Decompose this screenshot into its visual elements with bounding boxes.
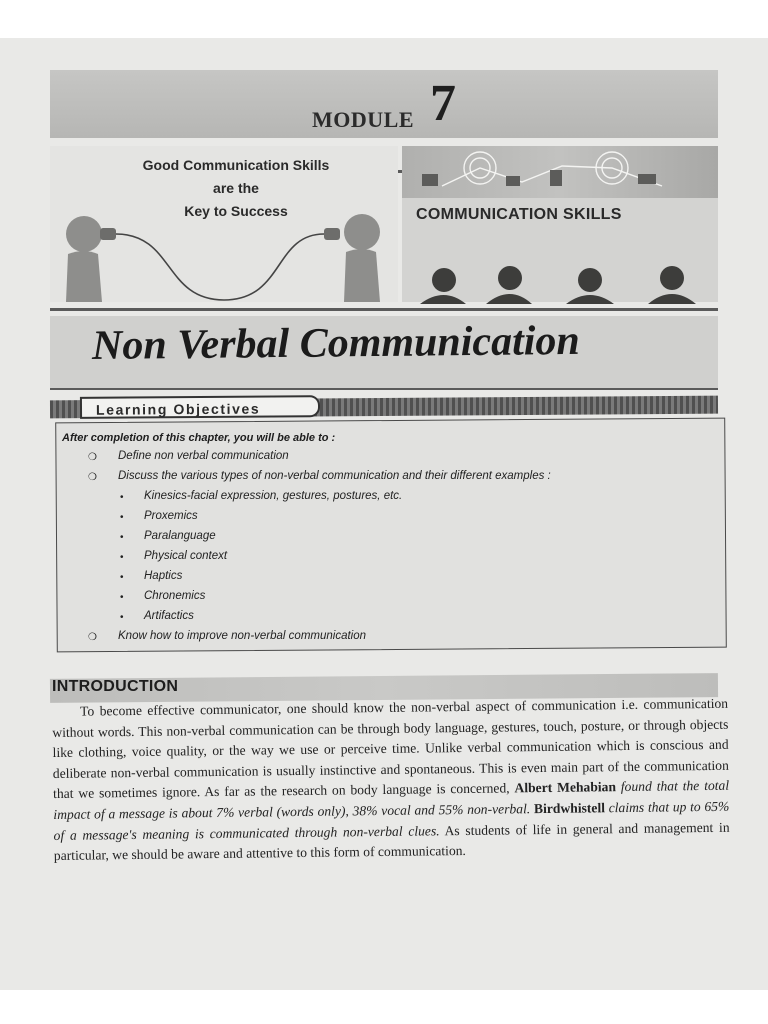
objective-sub-item: Paralanguage xyxy=(144,530,216,542)
bullet-icon: • xyxy=(120,612,124,623)
circle-bullet-icon: ❍ xyxy=(88,632,97,643)
objective-item: Define non verbal communication xyxy=(118,450,289,462)
objective-sub-item: Kinesics-facial expression, gestures, postures, etc. xyxy=(144,490,403,502)
bullet-icon: • xyxy=(120,572,124,583)
learning-objectives-heading: Learning Objectives xyxy=(80,395,320,419)
author-name: Albert Mehabian xyxy=(514,779,617,796)
paragraph-italic-text: found that the total impact of a message is about 7% verbal (words only), 38% vocal and 55% non-verbal. xyxy=(53,778,730,822)
objective-item: Know how to improve non-verbal communication xyxy=(118,630,367,642)
bullet-icon: • xyxy=(120,532,124,543)
bullet-icon: • xyxy=(120,592,124,603)
slogan-line: are the xyxy=(213,180,259,196)
objective-sub-item: Physical context xyxy=(144,550,228,562)
banner-rule xyxy=(50,308,718,311)
objective-sub-item: Chronemics xyxy=(144,590,206,602)
paragraph-italic-text: claims that up to 65% of a message's meaning is communicated through non-verbal clues. xyxy=(53,798,730,843)
module-label: MODULE xyxy=(312,107,414,132)
slogan-line: Key to Success xyxy=(184,203,288,219)
bullet-icon: • xyxy=(120,492,124,503)
paragraph-text: As students of life in general and management in particular, we should be aware and attentive to this form of communication. xyxy=(53,819,730,864)
network-icons-illustration xyxy=(402,146,718,198)
bullet-icon: • xyxy=(120,552,124,563)
circle-bullet-icon: ❍ xyxy=(88,472,97,483)
title-rule xyxy=(50,388,718,390)
speaking-people-illustration xyxy=(410,266,716,304)
objectives-intro: After completion of this chapter, you will be able to : xyxy=(62,432,336,444)
objective-sub-item: Haptics xyxy=(144,570,183,582)
author-name: Birdwhistell xyxy=(533,800,606,817)
communication-skills-title: COMMUNICATION SKILLS xyxy=(416,206,622,223)
slogan-line: Good Communication Skills xyxy=(142,157,330,173)
bullet-icon: • xyxy=(120,512,124,523)
introduction-paragraph xyxy=(52,694,730,867)
circle-bullet-icon: ❍ xyxy=(88,452,97,463)
paragraph-text: To become effective communicator, one should know the non-verbal aspect of communication i.e. communication without words. This non-verbal communication can be through body language, gestures, touch, posture, or through objects like clothing, voice quality, or the way we use or perceive time. Unlike verbal communication which is conscious and deliberate non-verbal communication is usually instinctive and spontaneous. This is even main part of the communication that we sometimes ignore. As far as the research on body language is concerned, xyxy=(52,695,729,802)
objective-item: Discuss the various types of non-verbal communication and their different examples : xyxy=(118,470,551,482)
chapter-title: Non Verbal Communication xyxy=(91,317,580,369)
module-number: 7 xyxy=(430,75,456,132)
objective-sub-item: Proxemics xyxy=(144,510,198,522)
objective-sub-item: Artifactics xyxy=(144,610,194,622)
introduction-heading: INTRODUCTION xyxy=(52,678,179,695)
tin-can-phone-illustration xyxy=(54,210,394,306)
